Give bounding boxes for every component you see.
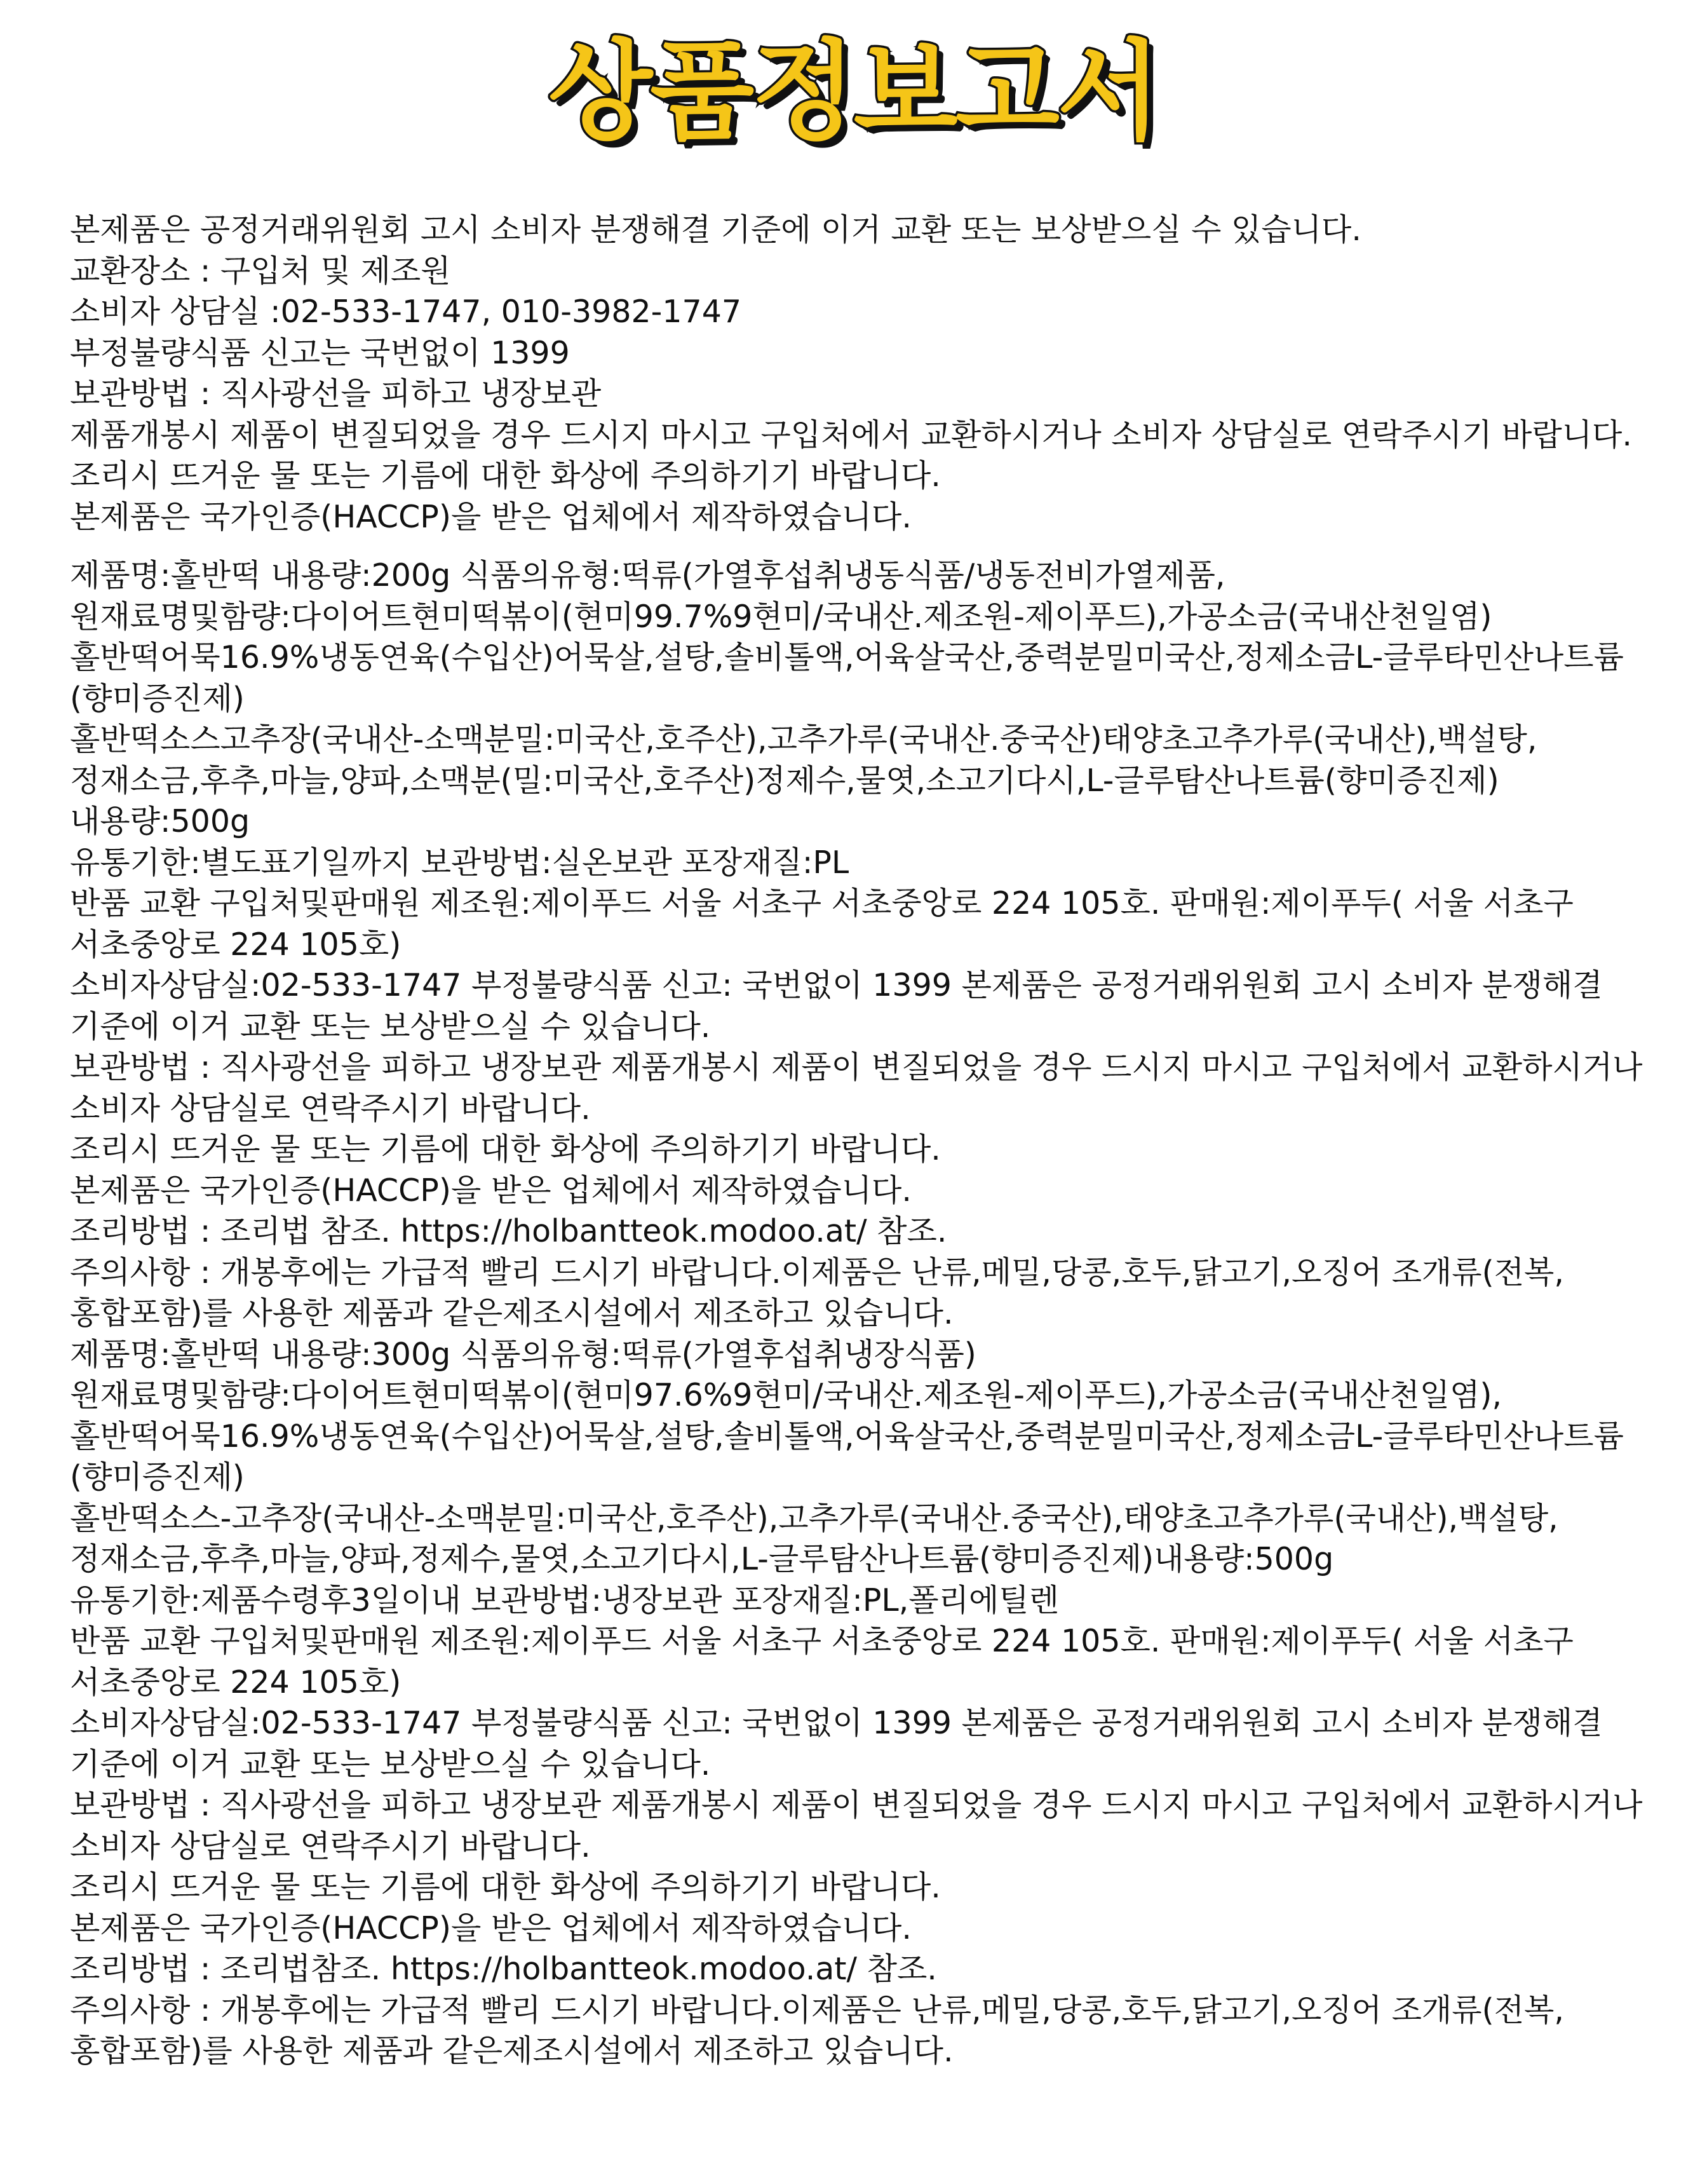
detail-paragraph: 보관방법 : 직사광선을 피하고 냉장보관 제품개봉시 제품이 변질되었을 경우 드시지 마시고 구입처에서 교환하시거나 소비자 상담실로 연락주시기 바랍니다. [70, 1049, 1643, 1127]
detail-paragraph: 소비자상담실:02-533-1747 부정불량식품 신고: 국번없이 1399 본제품은 공정거래위원회 고시 소비자 분쟁해결 기준에 이거 교환 또는 보상받으실 수 있습니다. [70, 967, 1603, 1045]
detail-paragraph: 홀반떡어묵16.9%냉동연육(수입산)어묵살,설탕,솔비톨액,어육살국산,중력분밀미국산,정제소금L-글루타민산나트륨(향미증진제) [70, 639, 1624, 717]
detail-paragraph: 소비자상담실:02-533-1747 부정불량식품 신고: 국번없이 1399 본제품은 공정거래위원회 고시 소비자 분쟁해결 기준에 이거 교환 또는 보상받으실 수 있습니다. [70, 1705, 1603, 1782]
intro-paragraph: 조리시 뜨거운 물 또는 기름에 대한 화상에 주의하기기 바랍니다. [70, 458, 941, 494]
detail-paragraph: 홀반떡어묵16.9%냉동연육(수입산)어묵살,설탕,솔비톨액,어육살국산,중력분밀미국산,정제소금L-글루타민산나트륨(향미증진제) [70, 1418, 1624, 1495]
document-body [70, 210, 1645, 2072]
intro-paragraph: 제품개봉시 제품이 변질되었을 경우 드시지 마시고 구입처에서 교환하시거나 소비자 상담실로 연락주시기 바랍니다. [70, 416, 1632, 453]
intro-paragraph: 교환장소 : 구입처 및 제조원 [70, 252, 451, 289]
detail-paragraph: 조리방법 : 조리법참조. https://holbantteok.modoo.at/ 참조. [70, 1951, 937, 1987]
title-banner [0, 25, 1707, 159]
detail-paragraph: 조리방법 : 조리법 참조. https://holbantteok.modoo.at/ 참조. [70, 1213, 947, 1249]
detail-paragraph: 본제품은 국가인증(HACCP)을 받은 업체에서 제작하였습니다. [70, 1909, 912, 1946]
intro-section [70, 210, 1645, 538]
detail-paragraph: 홀반떡소스고추장(국내산-소맥분밀:미국산,호주산),고추가루(국내산.중국산)태양초고추가루(국내산),백설탕,정재소금,후추,마늘,양파,소맥분(밀:미국산,호주산)정제수,물엿,소고기다시,L-글루탐산나트륨(향미증진제)내용량:500g [70, 721, 1537, 839]
intro-paragraph: 부정불량식품 신고는 국번없이 1399 [70, 334, 570, 371]
detail-paragraph: 반품 교환 구입처및판매원 제조원:제이푸드 서울 서초구 서초중앙로 224 105호. 판매원:제이푸두( 서울 서초구 서초중앙로 224 105호) [70, 885, 1574, 963]
detail-paragraph: 유통기한:별도표기일까지 보관방법:실온보관 포장재질:PL [70, 844, 849, 881]
intro-paragraph: 보관방법 : 직사광선을 피하고 냉장보관 [70, 376, 602, 412]
details-section [70, 555, 1645, 2072]
detail-paragraph: 주의사항 : 개봉후에는 가급적 빨리 드시기 바랍니다.이제품은 난류,메밀,당콩,호두,닭고기,오징어 조개류(전복,홍합포함)를 사용한 제품과 같은제조시설에서 제조하고 있습니다. [70, 1254, 1564, 1331]
detail-paragraph: 조리시 뜨거운 물 또는 기름에 대한 화상에 주의하기기 바랍니다. [70, 1869, 941, 1905]
detail-paragraph: 제품명:홀반떡 내용량:300g 식품의유형:떡류(가열후섭취냉장식품) [70, 1336, 976, 1373]
detail-paragraph: 제품명:홀반떡 내용량:200g 식품의유형:떡류(가열후섭취냉동식품/냉동전비가열제품, [70, 557, 1225, 593]
section-divider [70, 538, 1645, 555]
detail-paragraph: 본제품은 국가인증(HACCP)을 받은 업체에서 제작하였습니다. [70, 1172, 912, 1209]
detail-paragraph: 주의사항 : 개봉후에는 가급적 빨리 드시기 바랍니다.이제품은 난류,메밀,당콩,호두,닭고기,오징어 조개류(전복,홍합포함)를 사용한 제품과 같은제조시설에서 제조하고 있습니다. [70, 1991, 1564, 2069]
detail-paragraph: 보관방법 : 직사광선을 피하고 냉장보관 제품개봉시 제품이 변질되었을 경우 드시지 마시고 구입처에서 교환하시거나 소비자 상담실로 연락주시기 바랍니다. [70, 1787, 1643, 1864]
detail-paragraph: 홀반떡소스-고추장(국내산-소맥분밀:미국산,호주산),고추가루(국내산.중국산),태양초고추가루(국내산),백설탕,정재소금,후추,마늘,양파,정제수,물엿,소고기다시,L-글루탐산나트륨(향미증진제)내용량:500g [70, 1500, 1558, 1577]
detail-paragraph: 반품 교환 구입처및판매원 제조원:제이푸드 서울 서초구 서초중앙로 224 105호. 판매원:제이푸두( 서울 서초구 서초중앙로 224 105호) [70, 1623, 1574, 1700]
detail-paragraph: 원재료명및함량:다이어트현미떡볶이(현미97.6%9현미/국내산.제조원-제이푸드),가공소금(국내산천일염), [70, 1377, 1502, 1413]
page-title: 상품정보고서 [548, 29, 1159, 155]
detail-paragraph: 원재료명및함량:다이어트현미떡볶이(현미99.7%9현미/국내산.제조원-제이푸드),가공소금(국내산천일염) [70, 598, 1492, 635]
detail-paragraph: 유통기한:제품수령후3일이내 보관방법:냉장보관 포장재질:PL,폴리에틸렌 [70, 1582, 1059, 1618]
intro-paragraph: 소비자 상담실 :02-533-1747, 010-3982-1747 [70, 294, 742, 330]
intro-paragraph: 본제품은 공정거래위원회 고시 소비자 분쟁해결 기준에 이거 교환 또는 보상받으실 수 있습니다. [70, 212, 1361, 248]
intro-paragraph: 본제품은 국가인증(HACCP)을 받은 업체에서 제작하였습니다. [70, 498, 912, 535]
detail-paragraph: 조리시 뜨거운 물 또는 기름에 대한 화상에 주의하기기 바랍니다. [70, 1131, 941, 1167]
